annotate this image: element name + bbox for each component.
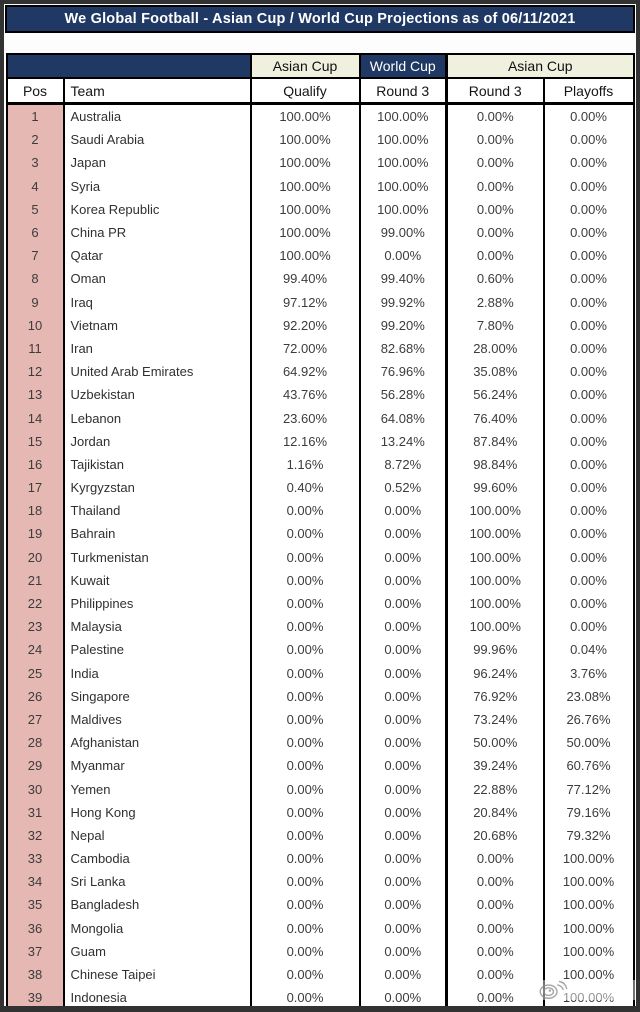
ac-round3-cell: 99.96%	[447, 638, 544, 661]
playoffs-cell: 23.08%	[544, 685, 634, 708]
team-cell: Chinese Taipei	[64, 963, 251, 986]
qualify-cell: 100.00%	[251, 198, 360, 221]
wc-round3-cell: 0.00%	[360, 917, 447, 940]
pos-cell: 19	[7, 522, 64, 545]
ac-round3-cell: 2.88%	[447, 291, 544, 314]
playoffs-cell: 100.00%	[544, 917, 634, 940]
qualify-cell: 100.00%	[251, 128, 360, 151]
group-header-blank	[7, 54, 251, 78]
pos-cell: 17	[7, 476, 64, 499]
pos-cell: 29	[7, 754, 64, 777]
column-header-wc-round3: Round 3	[360, 78, 447, 104]
table-row	[7, 151, 634, 174]
team-cell: Kyrgyzstan	[64, 476, 251, 499]
qualify-cell: 12.16%	[251, 430, 360, 453]
playoffs-cell: 0.00%	[544, 104, 634, 129]
ac-round3-cell: 73.24%	[447, 708, 544, 731]
table-row	[7, 754, 634, 777]
team-cell: Thailand	[64, 499, 251, 522]
team-cell: United Arab Emirates	[64, 360, 251, 383]
table-row	[7, 986, 634, 1011]
team-cell: Tajikistan	[64, 453, 251, 476]
table-row	[7, 267, 634, 290]
playoffs-cell: 0.00%	[544, 337, 634, 360]
team-cell: Hong Kong	[64, 801, 251, 824]
qualify-cell: 99.40%	[251, 267, 360, 290]
playoffs-cell: 0.00%	[544, 198, 634, 221]
pos-cell: 27	[7, 708, 64, 731]
playoffs-cell: 0.00%	[544, 522, 634, 545]
wc-round3-cell: 100.00%	[360, 175, 447, 198]
pos-cell: 3	[7, 151, 64, 174]
playoffs-cell: 0.00%	[544, 546, 634, 569]
column-header-qualify: Qualify	[251, 78, 360, 104]
ac-round3-cell: 0.00%	[447, 870, 544, 893]
team-cell: Iran	[64, 337, 251, 360]
team-cell: Nepal	[64, 824, 251, 847]
team-cell: Syria	[64, 175, 251, 198]
wc-round3-cell: 0.00%	[360, 546, 447, 569]
team-cell: Malaysia	[64, 615, 251, 638]
table-row	[7, 128, 634, 151]
table-row	[7, 731, 634, 754]
pos-cell: 30	[7, 777, 64, 800]
team-cell: Myanmar	[64, 754, 251, 777]
qualify-cell: 43.76%	[251, 383, 360, 406]
pos-cell: 24	[7, 638, 64, 661]
wc-round3-cell: 100.00%	[360, 128, 447, 151]
ac-round3-cell: 0.00%	[447, 940, 544, 963]
ac-round3-cell: 50.00%	[447, 731, 544, 754]
ac-round3-cell: 0.00%	[447, 893, 544, 916]
table-row	[7, 522, 634, 545]
qualify-cell: 0.00%	[251, 592, 360, 615]
table-row	[7, 569, 634, 592]
table-row	[7, 963, 634, 986]
table-row	[7, 337, 634, 360]
column-header-ac-round3: Round 3	[447, 78, 544, 104]
wc-round3-cell: 0.00%	[360, 592, 447, 615]
qualify-cell: 0.00%	[251, 731, 360, 754]
playoffs-cell: 0.00%	[544, 453, 634, 476]
wc-round3-cell: 13.24%	[360, 430, 447, 453]
qualify-cell: 1.16%	[251, 453, 360, 476]
qualify-cell: 0.00%	[251, 522, 360, 545]
qualify-cell: 72.00%	[251, 337, 360, 360]
ac-round3-cell: 35.08%	[447, 360, 544, 383]
ac-round3-cell: 0.00%	[447, 151, 544, 174]
wc-round3-cell: 0.00%	[360, 893, 447, 916]
wc-round3-cell: 99.20%	[360, 314, 447, 337]
qualify-cell: 97.12%	[251, 291, 360, 314]
ac-round3-cell: 0.00%	[447, 244, 544, 267]
group-header-asian-cup-qualify: Asian Cup	[251, 54, 360, 78]
wc-round3-cell: 0.00%	[360, 847, 447, 870]
column-header-team: Team	[64, 78, 251, 104]
playoffs-cell: 100.00%	[544, 940, 634, 963]
team-cell: Kuwait	[64, 569, 251, 592]
wc-round3-cell: 0.00%	[360, 801, 447, 824]
team-cell: Guam	[64, 940, 251, 963]
qualify-cell: 0.00%	[251, 801, 360, 824]
column-header-playoffs: Playoffs	[544, 78, 634, 104]
qualify-cell: 0.00%	[251, 754, 360, 777]
ac-round3-cell: 0.00%	[447, 128, 544, 151]
team-cell: Cambodia	[64, 847, 251, 870]
table-row	[7, 291, 634, 314]
ac-round3-cell: 22.88%	[447, 777, 544, 800]
pos-cell: 13	[7, 383, 64, 406]
ac-round3-cell: 0.00%	[447, 221, 544, 244]
playoffs-cell: 0.00%	[544, 291, 634, 314]
qualify-cell: 0.00%	[251, 685, 360, 708]
pos-cell: 6	[7, 221, 64, 244]
table-row	[7, 476, 634, 499]
ac-round3-cell: 100.00%	[447, 592, 544, 615]
playoffs-cell: 0.00%	[544, 151, 634, 174]
table-row	[7, 615, 634, 638]
ac-round3-cell: 0.00%	[447, 175, 544, 198]
playoffs-cell: 60.76%	[544, 754, 634, 777]
wc-round3-cell: 0.00%	[360, 569, 447, 592]
column-header-row	[7, 78, 634, 104]
ac-round3-cell: 20.68%	[447, 824, 544, 847]
pos-cell: 26	[7, 685, 64, 708]
playoffs-cell: 79.32%	[544, 824, 634, 847]
team-cell: Korea Republic	[64, 198, 251, 221]
qualify-cell: 0.00%	[251, 824, 360, 847]
playoffs-cell: 0.00%	[544, 430, 634, 453]
playoffs-cell: 100.00%	[544, 963, 634, 986]
team-cell: Afghanistan	[64, 731, 251, 754]
playoffs-cell: 0.00%	[544, 360, 634, 383]
pos-cell: 25	[7, 662, 64, 685]
playoffs-cell: 0.04%	[544, 638, 634, 661]
wc-round3-cell: 100.00%	[360, 198, 447, 221]
qualify-cell: 100.00%	[251, 175, 360, 198]
qualify-cell: 0.40%	[251, 476, 360, 499]
group-header-world-cup: World Cup	[360, 54, 447, 78]
table-row	[7, 104, 634, 129]
qualify-cell: 0.00%	[251, 708, 360, 731]
playoffs-cell: 0.00%	[544, 406, 634, 429]
pos-cell: 20	[7, 546, 64, 569]
wc-round3-cell: 99.92%	[360, 291, 447, 314]
team-cell: Japan	[64, 151, 251, 174]
qualify-cell: 0.00%	[251, 917, 360, 940]
group-header-asian-cup-final: Asian Cup	[447, 54, 634, 78]
playoffs-cell: 50.00%	[544, 731, 634, 754]
wc-round3-cell: 76.96%	[360, 360, 447, 383]
team-cell: Iraq	[64, 291, 251, 314]
team-cell: Palestine	[64, 638, 251, 661]
pos-cell: 11	[7, 337, 64, 360]
ac-round3-cell: 76.40%	[447, 406, 544, 429]
wc-round3-cell: 100.00%	[360, 151, 447, 174]
wc-round3-cell: 0.00%	[360, 638, 447, 661]
qualify-cell: 0.00%	[251, 615, 360, 638]
pos-cell: 32	[7, 824, 64, 847]
table-row	[7, 847, 634, 870]
qualify-cell: 0.00%	[251, 986, 360, 1011]
team-cell: Maldives	[64, 708, 251, 731]
pos-cell: 12	[7, 360, 64, 383]
qualify-cell: 100.00%	[251, 221, 360, 244]
playoffs-cell: 100.00%	[544, 870, 634, 893]
playoffs-cell: 3.76%	[544, 662, 634, 685]
pos-cell: 14	[7, 406, 64, 429]
pos-cell: 7	[7, 244, 64, 267]
ac-round3-cell: 100.00%	[447, 499, 544, 522]
qualify-cell: 0.00%	[251, 870, 360, 893]
pos-cell: 22	[7, 592, 64, 615]
team-cell: Jordan	[64, 430, 251, 453]
pos-cell: 23	[7, 615, 64, 638]
page-title: We Global Football - Asian Cup / World Cup Projections as of 06/11/2021	[64, 11, 576, 27]
team-cell: Saudi Arabia	[64, 128, 251, 151]
wc-round3-cell: 0.00%	[360, 824, 447, 847]
wc-round3-cell: 0.00%	[360, 615, 447, 638]
wc-round3-cell: 0.00%	[360, 870, 447, 893]
wc-round3-cell: 0.00%	[360, 685, 447, 708]
qualify-cell: 0.00%	[251, 940, 360, 963]
wc-round3-cell: 0.00%	[360, 986, 447, 1011]
team-cell: China PR	[64, 221, 251, 244]
team-cell: Philippines	[64, 592, 251, 615]
pos-cell: 2	[7, 128, 64, 151]
table-row	[7, 592, 634, 615]
wc-round3-cell: 100.00%	[360, 104, 447, 129]
pos-cell: 15	[7, 430, 64, 453]
pos-cell: 5	[7, 198, 64, 221]
ac-round3-cell: 0.00%	[447, 986, 544, 1011]
ac-round3-cell: 100.00%	[447, 522, 544, 545]
table-row	[7, 360, 634, 383]
playoffs-cell: 0.00%	[544, 314, 634, 337]
team-cell: Sri Lanka	[64, 870, 251, 893]
pos-cell: 33	[7, 847, 64, 870]
wc-round3-cell: 0.00%	[360, 522, 447, 545]
pos-cell: 34	[7, 870, 64, 893]
wc-round3-cell: 99.40%	[360, 267, 447, 290]
group-header-row	[7, 54, 634, 78]
qualify-cell: 0.00%	[251, 847, 360, 870]
ac-round3-cell: 99.60%	[447, 476, 544, 499]
playoffs-cell: 0.00%	[544, 221, 634, 244]
table-row	[7, 314, 634, 337]
pos-cell: 10	[7, 314, 64, 337]
pos-cell: 35	[7, 893, 64, 916]
table-row	[7, 198, 634, 221]
ac-round3-cell: 0.60%	[447, 267, 544, 290]
table-row	[7, 499, 634, 522]
ac-round3-cell: 0.00%	[447, 963, 544, 986]
table-row	[7, 870, 634, 893]
playoffs-cell: 0.00%	[544, 267, 634, 290]
title-bar	[5, 5, 635, 33]
pos-cell: 37	[7, 940, 64, 963]
table-row	[7, 244, 634, 267]
ac-round3-cell: 7.80%	[447, 314, 544, 337]
pos-cell: 1	[7, 104, 64, 129]
qualify-cell: 100.00%	[251, 104, 360, 129]
playoffs-cell: 0.00%	[544, 569, 634, 592]
pos-cell: 36	[7, 917, 64, 940]
ac-round3-cell: 20.84%	[447, 801, 544, 824]
team-cell: Qatar	[64, 244, 251, 267]
playoffs-cell: 26.76%	[544, 708, 634, 731]
column-header-pos: Pos	[7, 78, 64, 104]
playoffs-cell: 100.00%	[544, 847, 634, 870]
wc-round3-cell: 0.00%	[360, 244, 447, 267]
ac-round3-cell: 100.00%	[447, 546, 544, 569]
team-cell: Indonesia	[64, 986, 251, 1011]
wc-round3-cell: 0.00%	[360, 662, 447, 685]
table-row	[7, 406, 634, 429]
team-cell: Vietnam	[64, 314, 251, 337]
qualify-cell: 92.20%	[251, 314, 360, 337]
pos-cell: 28	[7, 731, 64, 754]
ac-round3-cell: 28.00%	[447, 337, 544, 360]
playoffs-cell: 0.00%	[544, 175, 634, 198]
ac-round3-cell: 96.24%	[447, 662, 544, 685]
table-row	[7, 175, 634, 198]
wc-round3-cell: 0.00%	[360, 754, 447, 777]
team-cell: Lebanon	[64, 406, 251, 429]
pos-cell: 4	[7, 175, 64, 198]
pos-cell: 8	[7, 267, 64, 290]
wc-round3-cell: 99.00%	[360, 221, 447, 244]
team-cell: Turkmenistan	[64, 546, 251, 569]
team-cell: Uzbekistan	[64, 383, 251, 406]
qualify-cell: 0.00%	[251, 569, 360, 592]
pos-cell: 21	[7, 569, 64, 592]
table-row	[7, 430, 634, 453]
ac-round3-cell: 100.00%	[447, 569, 544, 592]
qualify-cell: 100.00%	[251, 151, 360, 174]
ac-round3-cell: 87.84%	[447, 430, 544, 453]
pos-cell: 9	[7, 291, 64, 314]
team-cell: Mongolia	[64, 917, 251, 940]
wc-round3-cell: 82.68%	[360, 337, 447, 360]
wc-round3-cell: 0.00%	[360, 708, 447, 731]
playoffs-cell: 0.00%	[544, 592, 634, 615]
playoffs-cell: 0.00%	[544, 244, 634, 267]
ac-round3-cell: 0.00%	[447, 104, 544, 129]
playoffs-cell: 77.12%	[544, 777, 634, 800]
ac-round3-cell: 39.24%	[447, 754, 544, 777]
qualify-cell: 64.92%	[251, 360, 360, 383]
ac-round3-cell: 98.84%	[447, 453, 544, 476]
table-row	[7, 801, 634, 824]
table-body	[7, 104, 634, 1011]
team-cell: Yemen	[64, 777, 251, 800]
pos-cell: 31	[7, 801, 64, 824]
playoffs-cell: 0.00%	[544, 499, 634, 522]
wc-round3-cell: 0.00%	[360, 499, 447, 522]
ac-round3-cell: 56.24%	[447, 383, 544, 406]
wc-round3-cell: 0.00%	[360, 940, 447, 963]
table-row	[7, 917, 634, 940]
playoffs-cell: 79.16%	[544, 801, 634, 824]
table-row	[7, 708, 634, 731]
qualify-cell: 0.00%	[251, 777, 360, 800]
team-cell: Bangladesh	[64, 893, 251, 916]
qualify-cell: 0.00%	[251, 546, 360, 569]
wc-round3-cell: 0.00%	[360, 777, 447, 800]
pos-cell: 38	[7, 963, 64, 986]
table-row	[7, 638, 634, 661]
table-row	[7, 893, 634, 916]
wc-round3-cell: 0.52%	[360, 476, 447, 499]
wc-round3-cell: 0.00%	[360, 731, 447, 754]
table-row	[7, 546, 634, 569]
wc-round3-cell: 56.28%	[360, 383, 447, 406]
ac-round3-cell: 0.00%	[447, 198, 544, 221]
team-cell: Australia	[64, 104, 251, 129]
table-row	[7, 685, 634, 708]
playoffs-cell: 0.00%	[544, 383, 634, 406]
pos-cell: 18	[7, 499, 64, 522]
table-row	[7, 383, 634, 406]
playoffs-cell: 100.00%	[544, 893, 634, 916]
qualify-cell: 0.00%	[251, 662, 360, 685]
table-row	[7, 453, 634, 476]
qualify-cell: 0.00%	[251, 638, 360, 661]
team-cell: Singapore	[64, 685, 251, 708]
table-row	[7, 940, 634, 963]
table-row	[7, 777, 634, 800]
wc-round3-cell: 64.08%	[360, 406, 447, 429]
table-row	[7, 662, 634, 685]
ac-round3-cell: 0.00%	[447, 917, 544, 940]
ac-round3-cell: 100.00%	[447, 615, 544, 638]
playoffs-cell: 0.00%	[544, 615, 634, 638]
wc-round3-cell: 0.00%	[360, 963, 447, 986]
wc-round3-cell: 8.72%	[360, 453, 447, 476]
team-cell: India	[64, 662, 251, 685]
qualify-cell: 0.00%	[251, 893, 360, 916]
ac-round3-cell: 0.00%	[447, 847, 544, 870]
pos-cell: 39	[7, 986, 64, 1011]
qualify-cell: 0.00%	[251, 963, 360, 986]
team-cell: Bahrain	[64, 522, 251, 545]
qualify-cell: 100.00%	[251, 244, 360, 267]
projections-table	[6, 53, 635, 1012]
qualify-cell: 0.00%	[251, 499, 360, 522]
pos-cell: 16	[7, 453, 64, 476]
ac-round3-cell: 76.92%	[447, 685, 544, 708]
table-row	[7, 824, 634, 847]
team-cell: Oman	[64, 267, 251, 290]
playoffs-cell: 0.00%	[544, 476, 634, 499]
table-row	[7, 221, 634, 244]
playoffs-cell: 0.00%	[544, 128, 634, 151]
playoffs-cell: 100.00%	[544, 986, 634, 1011]
qualify-cell: 23.60%	[251, 406, 360, 429]
